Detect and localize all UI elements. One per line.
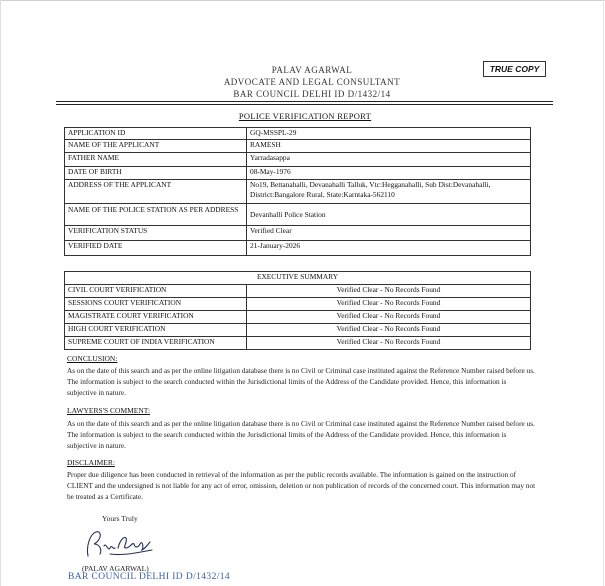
table-row <box>65 140 531 153</box>
row-label: FATHER NAME <box>65 153 247 167</box>
row-value: Verified Clear <box>247 226 531 241</box>
row-label: SUPREME COURT OF INDIA VERIFICATION <box>65 337 247 350</box>
table-row <box>65 298 531 311</box>
table-row <box>65 226 531 241</box>
row-value: Devanhalli Police Station <box>247 204 531 226</box>
row-value: GQ-MSSPL-29 <box>247 128 531 140</box>
row-value: Verified Clear - No Records Found <box>247 298 531 311</box>
row-label: ADDRESS OF THE APPLICANT <box>65 180 247 204</box>
row-label: CIVIL COURT VERIFICATION <box>65 285 247 298</box>
executive-summary-table <box>64 271 531 350</box>
row-value: Yarradasappa <box>247 153 531 167</box>
table-row <box>65 324 531 337</box>
disclaimer-text: Proper due diligence has been conducted in retrieval of the information as per the public records available. The information is gained on the instruction of CLIENT and the undersigned is not liable for any act of error, omission, deletion or non publication of records of the concerned court. This information may not be treated as a Certificate. <box>67 470 536 501</box>
row-label: DATE OF BIRTH <box>65 167 247 180</box>
row-value: No19, Bettanahalli, Devanahalli Talluk, Vtc:Hegganahalli, Sub Dist:Devanahalli, District:Bangalore Rural, State:Karntaka-562110 <box>247 180 531 204</box>
row-label: VERIFIED DATE <box>65 241 247 256</box>
row-label: NAME OF THE APPLICANT <box>65 140 247 153</box>
row-label: APPLICATION ID <box>65 128 247 140</box>
row-label: MAGISTRATE COURT VERIFICATION <box>65 311 247 324</box>
conclusion-heading: CONCLUSION: <box>67 354 118 363</box>
table-row <box>65 180 531 204</box>
row-value: RAMESH <box>247 140 531 153</box>
row-value: Verified Clear - No Records Found <box>247 337 531 350</box>
applicant-details-table <box>64 127 531 256</box>
row-label: HIGH COURT VERIFICATION <box>65 324 247 337</box>
row-label: VERIFICATION STATUS <box>65 226 247 241</box>
header-divider-double <box>56 104 553 105</box>
table-row <box>65 128 531 140</box>
row-label: SESSIONS COURT VERIFICATION <box>65 298 247 311</box>
page-top-border <box>0 0 605 1</box>
table-row <box>65 311 531 324</box>
advocate-designation: ADVOCATE AND LEGAL CONSULTANT <box>223 77 401 87</box>
row-value: 08-May-1976 <box>247 167 531 180</box>
table-row <box>65 285 531 298</box>
true-copy-stamp: TRUE COPY <box>483 61 546 77</box>
conclusion-text: As on the date of this search and as per the online litigation database there is no Civil or Criminal case instituted against the Reference Number raised before us. The information is subject to the search conducted within the Jurisdictional limits of the Address of the Candidate provided. Hence, this information is subjective in nature. <box>67 366 535 397</box>
footer-bar-id: BAR COUNCIL DELHI ID D/1432/14 <box>68 572 231 582</box>
page-right-border <box>603 0 604 586</box>
table-row <box>65 153 531 167</box>
table-row <box>65 337 531 350</box>
signatory-name: (PALAV AGARWAL) <box>82 564 149 573</box>
header-divider <box>56 101 553 102</box>
row-label: NAME OF THE POLICE STATION AS PER ADDRESS <box>65 204 247 226</box>
lawyer-comment-text: As on the date of this search and as per the online litigation database there is no Civil or Criminal case instituted against the Reference Number raised before us. The information is subject to the search conducted within the Jurisdictional limits of the Address of the Candidate provided. Hence, this information is subjective in nature. <box>67 419 535 450</box>
report-title: POLICE VERIFICATION REPORT <box>238 111 372 121</box>
lawyer-comment-heading: LAWYERS'S COMMENT: <box>67 406 151 415</box>
row-value: Verified Clear - No Records Found <box>247 311 531 324</box>
row-value: 21-January-2026 <box>247 241 531 256</box>
advocate-bar-id: BAR COUNCIL DELHI ID D/1432/14 <box>233 89 391 99</box>
summary-heading-row <box>65 272 531 285</box>
row-value: Verified Clear - No Records Found <box>247 324 531 337</box>
closing-salutation: Yours Truly <box>102 514 138 523</box>
disclaimer-heading: DISCLAIMER: <box>67 458 115 467</box>
executive-summary-heading: EXECUTIVE SUMMARY <box>65 272 531 285</box>
table-row <box>65 167 531 180</box>
signature-image <box>80 526 160 562</box>
row-value: Verified Clear - No Records Found <box>247 285 531 298</box>
advocate-name: PALAV AGARWAL <box>271 65 353 75</box>
table-row <box>65 204 531 226</box>
table-row <box>65 241 531 256</box>
page-left-border <box>0 0 1 586</box>
